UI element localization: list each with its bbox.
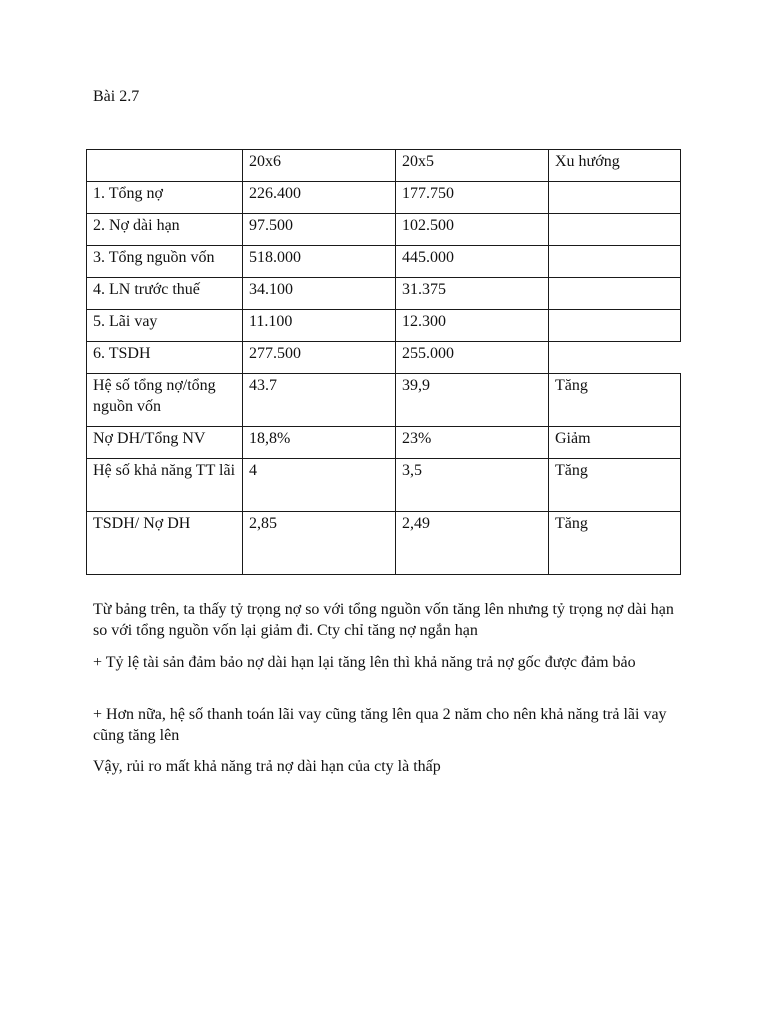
table-cell: TSDH/ Nợ DH: [87, 512, 243, 575]
table-row: [87, 459, 681, 512]
table-cell: 5. Lãi vay: [87, 310, 243, 342]
table-cell: 2. Nợ dài hạn: [87, 214, 243, 246]
ratio-table: [86, 149, 681, 575]
table-header-row: [87, 150, 681, 182]
table-cell: 34.100: [243, 278, 396, 310]
exercise-title: Bài 2.7: [93, 88, 140, 105]
table-cell: 226.400: [243, 182, 396, 214]
conclusion-paragraph: Từ bảng trên, ta thấy tỷ trọng nợ so với tổng nguồn vốn tăng lên nhưng tỷ trọng nợ dài hạn so với tổng nguồn vốn lại giảm đi. Cty chỉ tăng nợ ngắn hạn: [93, 601, 674, 639]
table-cell: 255.000: [396, 342, 549, 374]
table-cell: 31.375: [396, 278, 549, 310]
table-cell: [549, 278, 681, 310]
table-cell: [549, 182, 681, 214]
table-row: [87, 310, 681, 342]
table-cell: 102.500: [396, 214, 549, 246]
table-cell: Tăng: [549, 374, 681, 427]
table-cell: 43.7: [243, 374, 396, 427]
table-cell: 518.000: [243, 246, 396, 278]
table-cell: 445.000: [396, 246, 549, 278]
summary-paragraph: Vậy, rủi ro mất khả năng trả nợ dài hạn của cty là thấp: [93, 758, 441, 775]
table-cell: 4. LN trước thuế: [87, 278, 243, 310]
table-cell: [549, 310, 681, 342]
table-cell: Tăng: [549, 512, 681, 575]
table-row: [87, 342, 681, 374]
table-cell: 1. Tổng nợ: [87, 182, 243, 214]
table-cell: 3. Tổng nguồn vốn: [87, 246, 243, 278]
table-cell: 277.500: [243, 342, 396, 374]
table-cell: 23%: [396, 427, 549, 459]
table-header-cell: 20x6: [243, 150, 396, 182]
table-cell: Giảm: [549, 427, 681, 459]
table-row: [87, 214, 681, 246]
table-row: [87, 512, 681, 575]
table-cell: 177.750: [396, 182, 549, 214]
table-cell: 6. TSDH: [87, 342, 243, 374]
table-cell: 4: [243, 459, 396, 512]
table-cell: [87, 150, 243, 182]
table-row: [87, 427, 681, 459]
table-row: [87, 182, 681, 214]
table-cell: 3,5: [396, 459, 549, 512]
table-row: [87, 374, 681, 427]
table-cell: [549, 246, 681, 278]
table-cell: 2,49: [396, 512, 549, 575]
bullet-paragraph: + Tỷ lệ tài sản đảm bảo nợ dài hạn lại tăng lên thì khả năng trả nợ gốc được đảm bảo: [93, 654, 636, 671]
bullet-paragraph: + Hơn nữa, hệ số thanh toán lãi vay cũng tăng lên qua 2 năm cho nên khả năng trả lãi vay cũng tăng lên: [93, 706, 667, 744]
table-cell: Nợ DH/Tổng NV: [87, 427, 243, 459]
table-cell: 2,85: [243, 512, 396, 575]
table-cell: 11.100: [243, 310, 396, 342]
table-cell: Hệ số khả năng TT lãi: [87, 459, 243, 512]
table-header-cell: 20x5: [396, 150, 549, 182]
table-cell: Hệ số tổng nợ/tổng nguồn vốn: [87, 374, 243, 427]
table-cell: 12.300: [396, 310, 549, 342]
table-cell: 97.500: [243, 214, 396, 246]
table-cell: 39,9: [396, 374, 549, 427]
table-cell: [549, 342, 681, 374]
table-cell: Tăng: [549, 459, 681, 512]
table-header-cell: Xu hướng: [549, 150, 681, 182]
table-cell: 18,8%: [243, 427, 396, 459]
table-row: [87, 278, 681, 310]
table-cell: [549, 214, 681, 246]
table-row: [87, 246, 681, 278]
